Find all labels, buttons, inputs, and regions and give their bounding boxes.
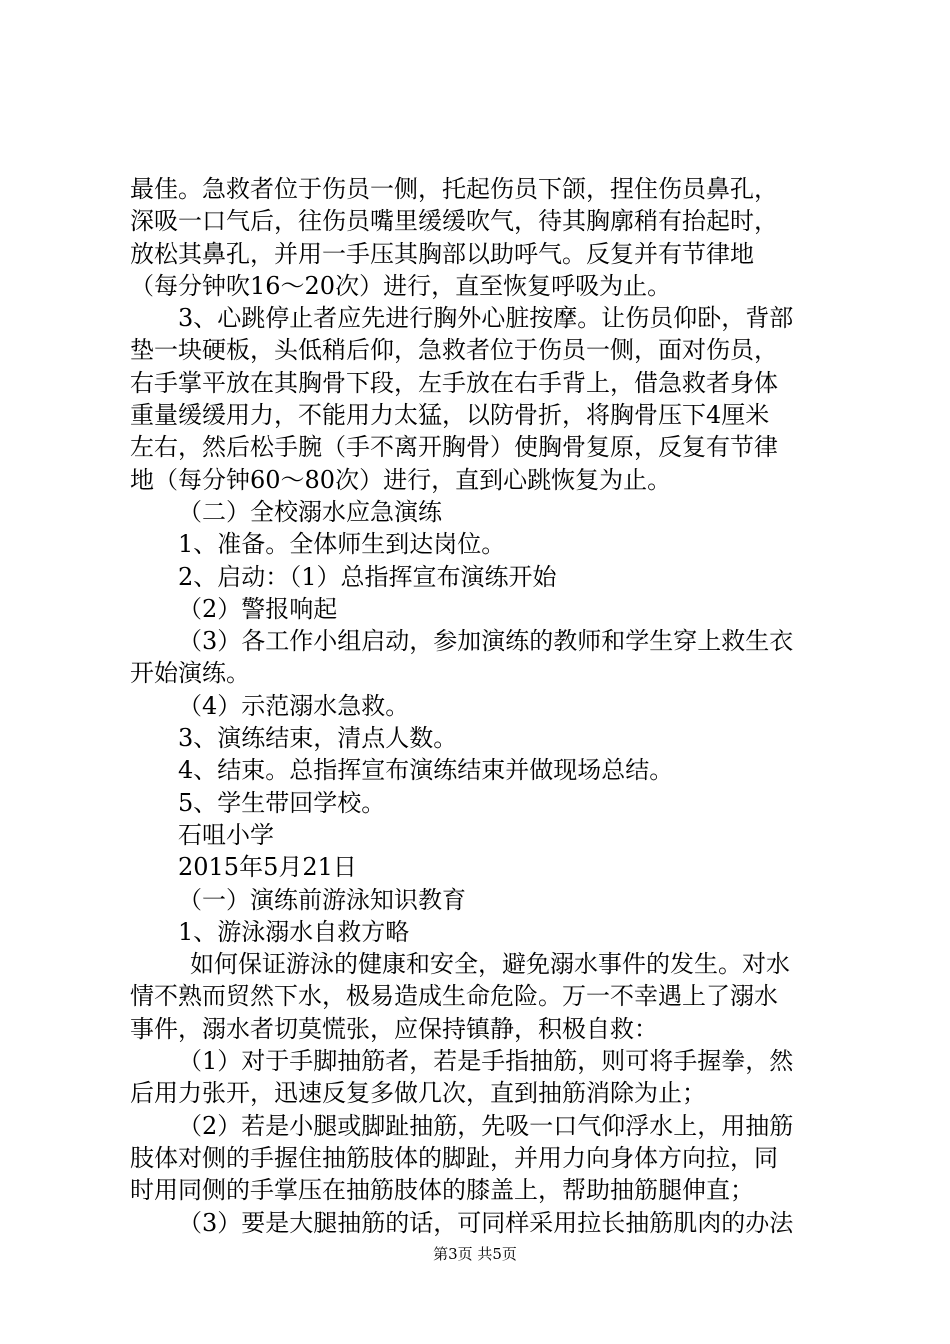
text-line: 重量缓缓用力，不能用力太猛，以防骨折，将胸骨压下4厘米	[130, 401, 770, 430]
text-line: （3）各工作小组启动，参加演练的教师和学生穿上救生衣	[178, 627, 794, 656]
text-line: （2）若是小腿或脚趾抽筋，先吸一口气仰浮水上，用抽筋	[178, 1111, 794, 1140]
text-line: 3、心跳停止者应先进行胸外心脏按摩。让伤员仰卧，背部	[178, 304, 794, 333]
text-line: 肢体对侧的手握住抽筋肢体的脚趾，并用力向身体方向拉，同	[130, 1143, 778, 1172]
text-line: 左右，然后松手腕（手不离开胸骨）使胸骨复原，反复有节律	[130, 433, 778, 462]
text-line: （1）对于手脚抽筋者，若是手指抽筋，则可将手握拳，然	[178, 1047, 794, 1076]
text-line: 开始演练。	[130, 659, 250, 688]
text-line: 3、演练结束，清点人数。	[178, 724, 458, 753]
text-line: 2、启动：（1）总指挥宣布演练开始	[178, 562, 557, 591]
text-line: 1、准备。全体师生到达岗位。	[178, 530, 506, 559]
text-line: （每分钟吹16～20次）进行，直至恢复呼吸为止。	[130, 271, 672, 300]
text-line: 右手掌平放在其胸骨下段，左手放在右手背上，借急救者身体	[130, 368, 778, 397]
text-line: （2）警报响起	[178, 594, 338, 623]
page-footer: 第3页 共5页	[433, 1245, 517, 1263]
document-body	[130, 173, 830, 1239]
text-line: （4）示范溺水急救。	[178, 691, 410, 720]
text-line: 最佳。急救者位于伤员一侧，托起伤员下颌，捏住伤员鼻孔，	[130, 175, 778, 203]
text-line: （3）要是大腿抽筋的话，可同样采用拉长抽筋肌肉的办法	[178, 1208, 794, 1237]
text-line: 1、游泳溺水自救方略	[178, 917, 410, 946]
text-line: 后用力张开，迅速反复多做几次，直到抽筋消除为止；	[130, 1079, 706, 1108]
text-line: 事件，溺水者切莫慌张，应保持镇静，积极自救：	[130, 1014, 658, 1043]
text-line: 深吸一口气后，往伤员嘴里缓缓吹气，待其胸廓稍有抬起时，	[130, 207, 778, 236]
text-line: 时用同侧的手掌压在抽筋肢体的膝盖上，帮助抽筋腿伸直；	[130, 1176, 754, 1205]
text-line: 2015年5月21日	[178, 853, 357, 882]
text-line: 地（每分钟60～80次）进行，直到心跳恢复为止。	[130, 465, 672, 494]
text-line: 如何保证游泳的健康和安全，避免溺水事件的发生。对水	[190, 950, 790, 979]
text-line: 4、结束。总指挥宣布演练结束并做现场总结。	[178, 756, 674, 785]
text-line: 5、学生带回学校。	[178, 788, 386, 817]
text-line: 放松其鼻孔，并用一手压其胸部以助呼气。反复并有节律地	[130, 239, 754, 268]
text-line: 情不熟而贸然下水，极易造成生命危险。万一不幸遇上了溺水	[130, 982, 778, 1011]
text-line: 石咀小学	[178, 820, 274, 849]
text-line: （二）全校溺水应急演练	[178, 497, 442, 526]
text-line: 垫一块硬板，头低稍后仰，急救者位于伤员一侧，面对伤员，	[130, 336, 778, 365]
text-line: （一）演练前游泳知识教育	[178, 885, 466, 914]
